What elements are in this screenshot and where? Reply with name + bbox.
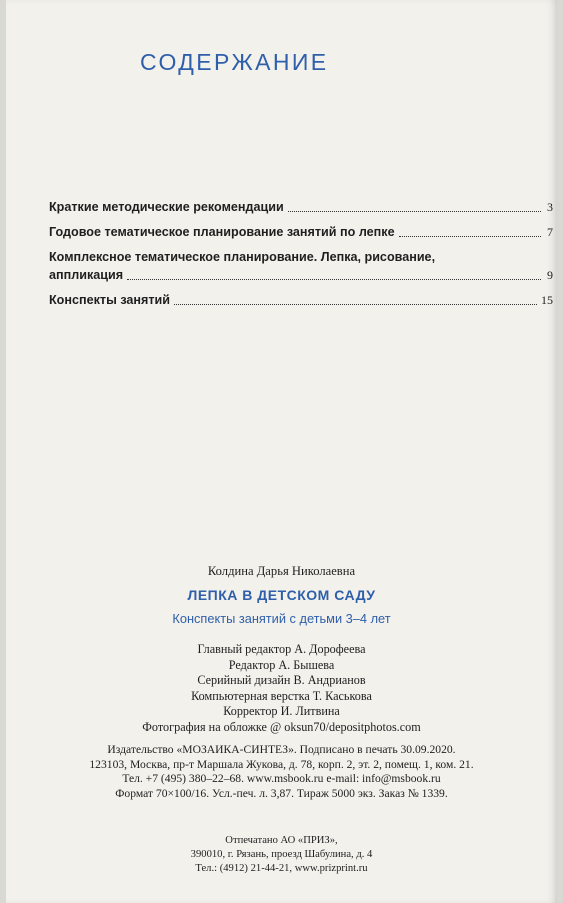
printer-line: Отпечатано АО «ПРИЗ», [225, 835, 338, 846]
editorial-credits [6, 642, 557, 736]
toc-entry [49, 249, 553, 283]
toc-page-number: 9 [547, 268, 553, 282]
toc-dot-leader [399, 232, 541, 237]
toc-entry-label: Краткие методические рекомендации [49, 200, 284, 214]
toc-entry [49, 292, 553, 308]
printer-line: Тел.: (4912) 21-44-21, www.prizprint.ru [195, 863, 368, 875]
publisher-line: Издательство «МОЗАИКА-СИНТЕЗ». Подписано в печать 30.09.2020. [107, 743, 456, 756]
toc-entry-label: Годовое тематическое планирование занятий по лепке [49, 225, 395, 239]
credit-line: Корректор И. Литвина [223, 704, 340, 719]
publisher-line: 123103, Москва, пр-т Маршала Жукова, д. 78, корп. 2, эт. 2, помещ. 1, ком. 21. [89, 757, 474, 771]
toc-entry [49, 224, 553, 240]
credit-line: Главный редактор А. Дорофеева [197, 642, 366, 656]
toc-page-number: 15 [541, 293, 553, 307]
toc-entry-label: Комплексное тематическое планирование. Лепка, рисование, [49, 250, 436, 264]
toc-page-number: 7 [547, 225, 553, 239]
toc-dot-leader [288, 207, 541, 212]
toc-dot-leader [127, 275, 541, 280]
credit-line: Редактор А. Бышева [228, 657, 335, 672]
credit-line: Серийный дизайн В. Андрианов [197, 673, 366, 688]
toc-title: СОДЕРЖАНИЕ [140, 49, 329, 75]
toc-page-number: 3 [547, 200, 553, 214]
toc-dot-leader [174, 300, 537, 305]
book-page [6, 0, 557, 903]
toc-entry [49, 199, 553, 215]
toc-entry-label: Конспекты занятий [49, 293, 171, 307]
printer-line: 390010, г. Рязань, проезд Шабулина, д. 4 [190, 849, 373, 861]
toc-entry-label-continued: аппликация [49, 268, 124, 282]
publisher-line: Тел. +7 (495) 380–22–68. www.msbook.ru e-mail: info@msbook.ru [122, 772, 441, 786]
printer-info [6, 834, 557, 877]
book-title: ЛЕПКА В ДЕТСКОМ САДУ [187, 587, 376, 603]
publisher-line: Формат 70×100/16. Усл.-печ. л. 3,87. Тираж 5000 экз. Заказ № 1339. [115, 786, 448, 800]
credit-line: Фотография на обложке @ oksun70/depositphotos.com [142, 719, 421, 734]
credit-line: Компьютерная верстка Т. Каськова [191, 688, 372, 703]
book-subtitle: Конспекты занятий с детьми 3–4 лет [172, 611, 391, 626]
author-name: Колдина Дарья Николаевна [207, 564, 356, 578]
publisher-info [6, 743, 557, 801]
